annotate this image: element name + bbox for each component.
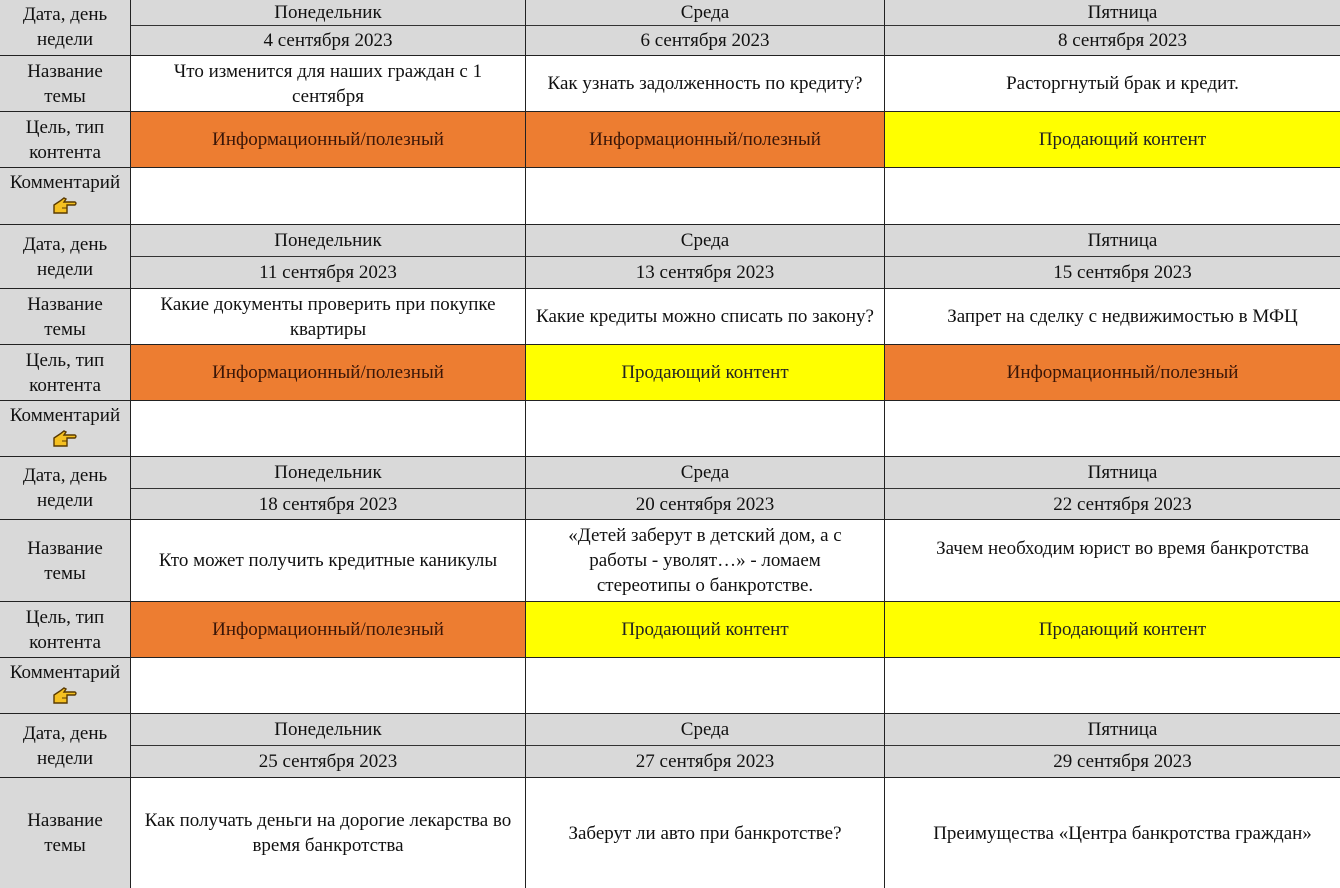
comment-cell[interactable] [131,401,526,456]
label-comment-text: Комментарий [9,172,121,193]
content-type-cell[interactable]: Продающий контент [885,602,1340,657]
label-date-text: Дата, день недели [22,4,108,50]
topic-cell[interactable]: Как получать деньги на дорогие лекарства во время банкротства [131,778,526,888]
topic-cell[interactable]: Как узнать задолженность по кредиту? [526,56,885,111]
label-date-text: Дата, день недели [22,722,108,769]
pointing-hand-icon [52,197,78,222]
week-section [0,457,1340,714]
topic-cell[interactable]: Запрет на сделку с недвижимостью в МФЦ [885,289,1340,344]
comment-cell[interactable] [526,168,885,224]
label-goal-text: Цель, тип контента [25,116,105,163]
day-date: 29 сентября 2023 [885,746,1340,777]
content-type-cell[interactable]: Продающий контент [526,345,885,400]
day-name: Понедельник [131,0,525,26]
day-date: 27 сентября 2023 [526,746,884,777]
day-name: Среда [526,714,884,746]
label-goal [0,602,131,657]
topic-cell[interactable]: Зачем необходим юрист во время банкротства [885,520,1340,601]
content-type-cell[interactable]: Продающий контент [526,602,885,657]
label-date [0,457,131,519]
label-goal-text: Цель, тип контента [25,349,105,396]
label-date-text: Дата, день недели [22,233,108,280]
content-type-cell[interactable]: Информационный/полезный [131,345,526,400]
content-type-cell[interactable]: Информационный/полезный [131,112,526,167]
day-name: Пятница [885,225,1340,257]
topic-cell[interactable]: Что изменится для наших граждан с 1 сентября [131,56,526,111]
content-type-cell[interactable]: Информационный/полезный [526,112,885,167]
label-date [0,714,131,777]
comment-cell[interactable] [885,168,1340,224]
label-date [0,225,131,288]
label-topic [0,56,131,111]
content-type-cell[interactable]: Продающий контент [885,112,1340,167]
day-name: Среда [526,457,884,489]
comment-cell[interactable] [526,401,885,456]
day-date: 20 сентября 2023 [526,489,884,519]
topic-cell[interactable]: Кто может получить кредитные каникулы [131,520,526,601]
topic-cell[interactable]: Расторгнутый брак и кредит. [885,56,1340,111]
comment-cell[interactable] [131,168,526,224]
label-comment [0,168,131,224]
day-date: 8 сентября 2023 [885,26,1340,55]
day-date: 6 сентября 2023 [526,26,884,55]
topic-cell[interactable]: Какие документы проверить при покупке квартиры [131,289,526,344]
label-topic-text: Название темы [27,293,103,340]
label-date-text: Дата, день недели [22,465,108,511]
topic-cell[interactable]: «Детей заберут в детский дом, а с работы - уволят…» - ломаем стереотипы о банкротстве. [526,520,885,601]
comment-cell[interactable] [885,401,1340,456]
day-date: 25 сентября 2023 [131,746,525,777]
pointing-hand-icon [52,430,78,455]
day-name: Пятница [885,457,1340,489]
label-date [0,0,131,55]
comment-cell[interactable] [885,658,1340,713]
day-name: Среда [526,225,884,257]
week-section [0,0,1340,225]
label-goal-text: Цель, тип контента [25,606,105,653]
day-name: Понедельник [131,714,525,746]
day-date: 18 сентября 2023 [131,489,525,519]
topic-cell[interactable]: Какие кредиты можно списать по закону? [526,289,885,344]
label-topic-text: Название темы [27,810,103,856]
day-date: 22 сентября 2023 [885,489,1340,519]
day-date: 15 сентября 2023 [885,257,1340,288]
content-type-cell[interactable]: Информационный/полезный [885,345,1340,400]
label-comment [0,658,131,713]
label-topic-text: Название темы [27,60,103,107]
label-topic [0,289,131,344]
day-date: 13 сентября 2023 [526,257,884,288]
label-comment-text: Комментарий [9,661,121,683]
label-topic [0,520,131,601]
content-type-cell[interactable]: Информационный/полезный [131,602,526,657]
pointing-hand-icon [52,687,78,712]
day-name: Понедельник [131,457,525,489]
label-goal [0,345,131,400]
comment-cell[interactable] [131,658,526,713]
label-topic-text: Название темы [27,537,103,584]
day-date: 11 сентября 2023 [131,257,525,288]
day-name: Пятница [885,714,1340,746]
week-section [0,225,1340,457]
label-goal [0,112,131,167]
day-name: Среда [526,0,884,26]
label-comment-text: Комментарий [9,404,121,426]
day-name: Пятница [885,0,1340,26]
week-section [0,714,1340,888]
day-date: 4 сентября 2023 [131,26,525,55]
label-comment [0,401,131,456]
label-topic [0,778,131,888]
day-name: Понедельник [131,225,525,257]
topic-cell[interactable]: Преимущества «Центра банкротства граждан» [885,778,1340,888]
topic-cell[interactable]: Заберут ли авто при банкротстве? [526,778,885,888]
comment-cell[interactable] [526,658,885,713]
